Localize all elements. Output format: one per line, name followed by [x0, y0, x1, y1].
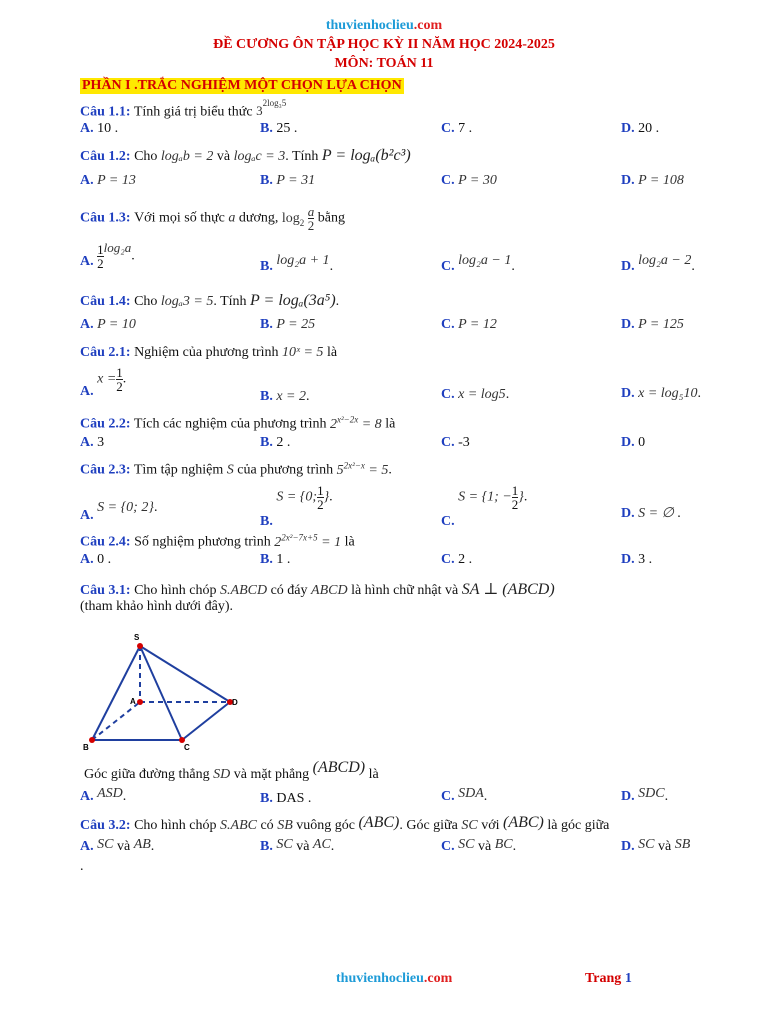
option-a[interactable]: A. ASD. [80, 786, 127, 804]
option-c[interactable]: C. x = log5. [441, 387, 510, 402]
vertex-s [137, 643, 143, 649]
option-a[interactable]: A. P = 10 [80, 317, 136, 332]
header-site-tld: .com [413, 18, 443, 33]
option-d[interactable]: D. x = log₅10. [621, 386, 702, 401]
option-d[interactable]: D. S = ∅ . [621, 506, 681, 521]
label-d: D [232, 698, 238, 707]
edge-sb [92, 646, 140, 740]
edge-ba [92, 702, 140, 740]
option-c[interactable]: C. SDA. [441, 786, 488, 804]
vertex-b [89, 737, 95, 743]
option-d[interactable]: D. P = 108 [621, 173, 684, 188]
label-a: A [130, 697, 136, 706]
math-expr: P = logₐ(b²c³) [321, 147, 411, 164]
option-a[interactable]: A. 3 [80, 435, 105, 450]
question-2-4: Câu 2.4: Số nghiệm phương trình $2^{2x^2-7x+5} = 1$ là [80, 532, 355, 550]
question-2-2: Câu 2.2: Tích các nghiệm của phương trình $2^{x^2-2x} = 8$ là [80, 414, 396, 432]
option-d[interactable]: D. 3 . [621, 552, 653, 567]
question-3-1-stem: Góc giữa đường thẳng SD và mặt phẳng (ABCD) là [84, 759, 379, 782]
option-d[interactable]: D. 0 [621, 435, 646, 450]
option-a[interactable]: A. 0 . [80, 552, 112, 567]
option-a[interactable]: A. P = 13 [80, 173, 136, 188]
math-expr: $3^{2log_35}$ [256, 98, 287, 119]
footer-site[interactable]: thuvienhoclieu.com [336, 971, 453, 986]
question-text: Tính giá trị biểu thức [133, 104, 253, 120]
page-title: ĐỀ CƯƠNG ÔN TẬP HỌC KỲ II NĂM HỌC 2024-2025 [213, 37, 555, 52]
option-b[interactable]: B. SC và AC. [260, 837, 335, 854]
question-3-1-note: (tham khảo hình dưới đây). [80, 599, 234, 614]
question-1-2: Câu 1.2: Cho logₐb = 2 và logₐc = 3. Tính P = logₐ(b²c³) [80, 147, 411, 164]
question-1-4: Câu 1.4: Cho logₐ3 = 5. Tính P = logₐ(3a⁵). [80, 292, 340, 309]
section-title: PHẦN I .TRẮC NGHIỆM MỘT CHỌN LỰA CHỌN [82, 78, 402, 93]
option-d[interactable]: D. log₂a − 2. [621, 253, 695, 274]
pyramid-figure [80, 628, 240, 752]
option-a[interactable]: A. S = {0; 2}. [80, 500, 158, 523]
option-b[interactable]: B. S = {0; $\frac{1}{2}$ }. [260, 483, 333, 529]
vertex-a [137, 699, 143, 705]
page-subject: MÔN: TOÁN 11 [334, 56, 434, 71]
label-s: S [134, 633, 140, 642]
option-b[interactable]: B. DAS . [260, 791, 312, 806]
label-b: B [83, 743, 89, 752]
trailing-period: . [80, 859, 84, 874]
question-label: Câu 1.1: [80, 104, 131, 120]
option-c[interactable]: C. S = {1; − $\frac{1}{2}$ }. [441, 483, 528, 529]
label-c: C [184, 743, 190, 752]
question-3-1: Câu 3.1: Cho hình chóp S.ABCD có đáy ABCD là hình chữ nhật và SA ⊥ (ABCD) [80, 581, 555, 598]
option-b[interactable]: B. 1 . [260, 552, 291, 567]
math-expr: logₐb = 2 [160, 149, 214, 164]
option-c[interactable]: C. log₂a − 1. [441, 253, 515, 274]
page-number: Trang 1 [585, 971, 632, 986]
math-expr: $\log_2$ $\frac{a}{2}$ [281, 204, 315, 233]
question-1-3: Câu 1.3: Với mọi số thực a dương, $\log_2$ $\frac{a}{2}$ bằng [80, 204, 345, 233]
option-d[interactable]: D. 20 . [621, 121, 660, 136]
question-3-2: Câu 3.2: Cho hình chóp S.ABC có SB vuông góc (ABC). Góc giữa SC với (ABC) là góc giữa [80, 814, 610, 833]
edge-cd [182, 702, 230, 740]
option-b[interactable]: B. x = 2. [260, 389, 310, 404]
option-c[interactable]: C. -3 [441, 435, 470, 450]
option-c[interactable]: C. 2 . [441, 552, 473, 567]
option-d[interactable]: D. P = 125 [621, 317, 684, 332]
question-1-1 [80, 98, 287, 120]
option-b[interactable]: B. P = 25 [260, 317, 316, 332]
option-d[interactable]: D. SC và SB [621, 837, 691, 854]
option-c[interactable]: C. P = 12 [441, 317, 497, 332]
option-a[interactable]: A. x = $\frac{1}{2}$ . [80, 365, 127, 399]
option-c[interactable]: C. SC và BC. [441, 837, 517, 854]
option-c[interactable]: C. 7 . [441, 121, 473, 136]
option-d[interactable]: D. SDC. [621, 786, 669, 804]
header-site[interactable] [0, 18, 768, 34]
option-a[interactable]: A. SC và AB. [80, 837, 155, 854]
option-c[interactable]: C. P = 30 [441, 173, 497, 188]
math-expr: logₐc = 3 [233, 149, 286, 164]
question-2-3: Câu 2.3: Tìm tập nghiệm S của phương trình $5^{2x^2-x} = 5$. [80, 460, 392, 478]
option-b[interactable]: B. 2 . [260, 435, 291, 450]
option-b[interactable]: B. 25 . [260, 121, 298, 136]
option-b[interactable]: B. P = 31 [260, 173, 316, 188]
header-site-name: thuvienhoclieu [325, 18, 414, 33]
option-b[interactable]: B. log₂a + 1. [260, 253, 334, 274]
option-a[interactable]: A. 10 . [80, 121, 119, 136]
option-a[interactable]: A. $\frac{1}{2}$ log₂a. [80, 239, 135, 271]
question-2-1: Câu 2.1: Nghiệm của phương trình 10ˣ = 5 là [80, 345, 338, 360]
